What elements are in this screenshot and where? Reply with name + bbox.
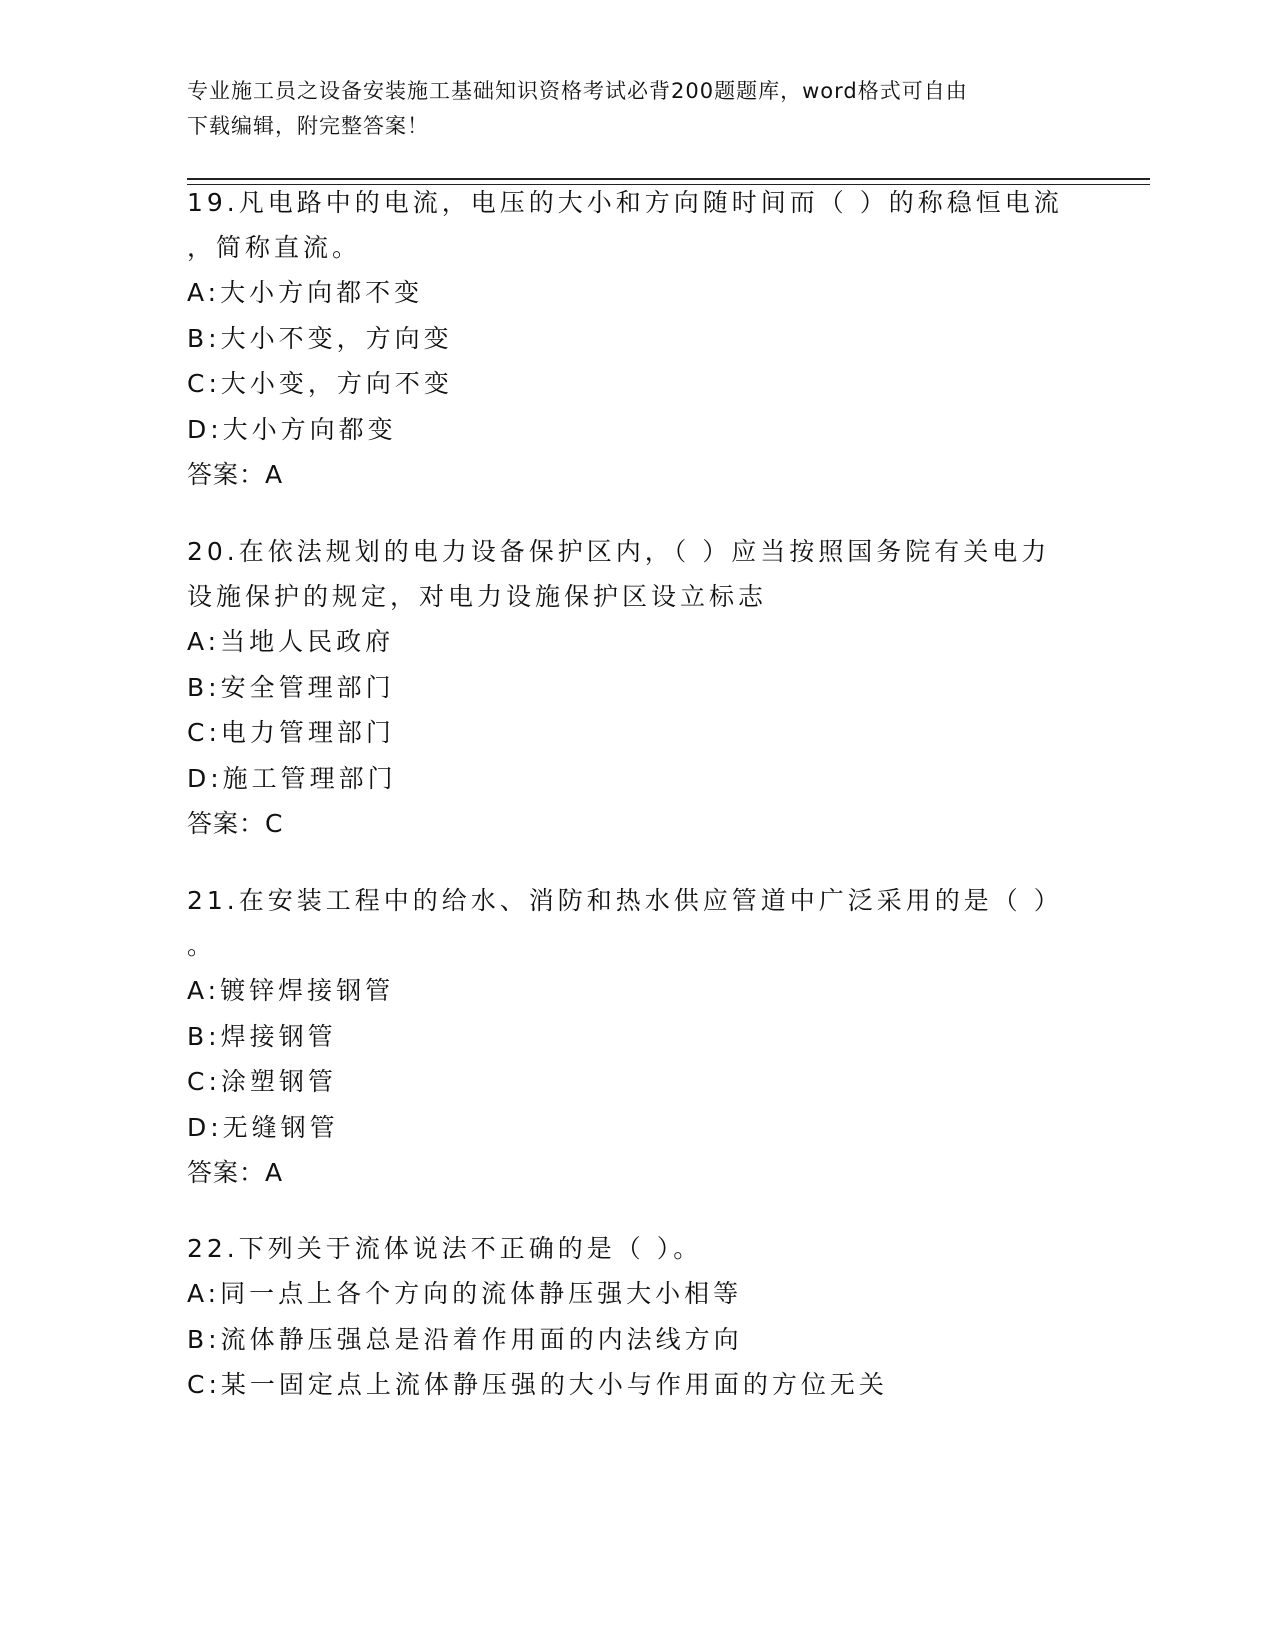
option-c: C:某一固定点上流体静压强的大小与作用面的方位无关 [187, 1370, 888, 1399]
option-a: A:大小方向都不变 [187, 278, 424, 307]
answer: 答案：A [187, 1158, 284, 1187]
option-b: B:焊接钢管 [187, 1021, 337, 1051]
question-19 [187, 180, 1087, 497]
option-d: D:无缝钢管 [187, 1112, 339, 1142]
question-20 [187, 529, 1087, 846]
question-text-line: 21.在安装工程中的给水、消防和热水供应管道中广泛采用的是（ ） [187, 886, 1063, 915]
option-c: C:大小变，方向不变 [187, 369, 453, 398]
question-22 [187, 1226, 1087, 1408]
option-b: B:流体静压强总是沿着作用面的内法线方向 [187, 1324, 743, 1354]
option-a: A:同一点上各个方向的流体静压强大小相等 [187, 1279, 743, 1308]
question-21 [187, 878, 1087, 1195]
question-text-line: 22.下列关于流体说法不正确的是（ ）。 [187, 1234, 703, 1263]
option-c: C:涂塑钢管 [187, 1067, 337, 1096]
option-d: D:大小方向都变 [187, 414, 397, 444]
question-text-line: 19.凡电路中的电流，电压的大小和方向随时间而（ ）的称稳恒电流 [187, 188, 1063, 217]
document-header [187, 74, 1067, 144]
option-c: C:电力管理部门 [187, 718, 395, 747]
question-text-line: 。 [187, 931, 217, 960]
answer: 答案：C [187, 809, 284, 838]
option-b: B:安全管理部门 [187, 672, 395, 702]
header-line-1: 专业施工员之设备安装施工基础知识资格考试必背200题题库，word格式可自由 [187, 79, 968, 103]
answer: 答案：A [187, 460, 284, 489]
option-a: A:当地人民政府 [187, 627, 395, 656]
question-text-line: 20.在依法规划的电力设备保护区内，（ ）应当按照国务院有关电力 [187, 537, 1051, 566]
header-line-2: 下载编辑，附完整答案！ [187, 114, 429, 138]
question-text-line: ，简称直流。 [187, 233, 362, 262]
option-b: B:大小不变，方向变 [187, 323, 453, 353]
question-text-line: 设施保护的规定，对电力设施保护区设立标志 [187, 582, 768, 611]
option-d: D:施工管理部门 [187, 763, 397, 793]
option-a: A:镀锌焊接钢管 [187, 976, 395, 1005]
